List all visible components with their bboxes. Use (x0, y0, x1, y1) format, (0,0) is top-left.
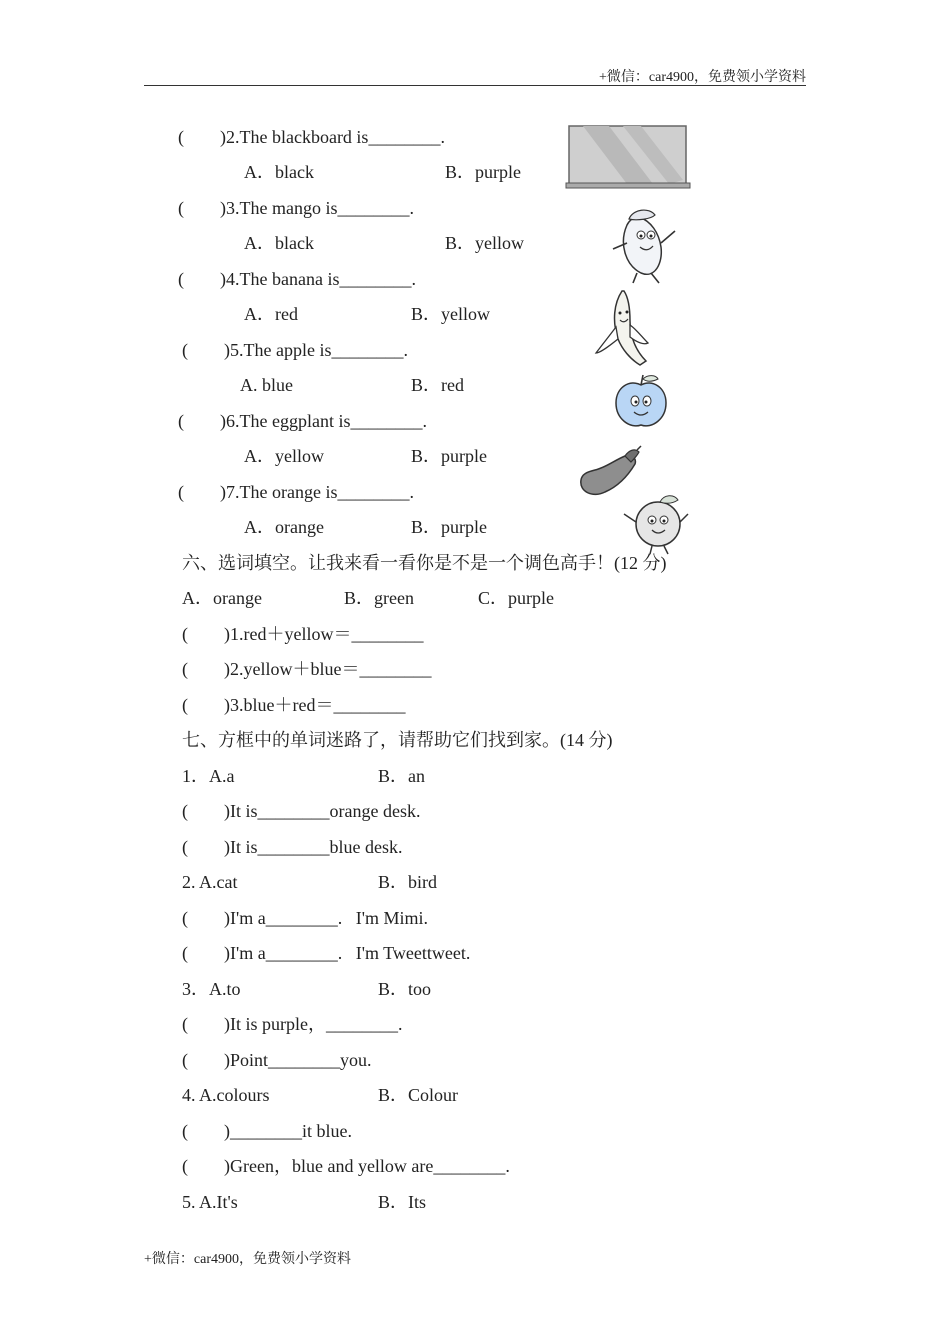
question-3: ( )3.The mango is________. (178, 198, 414, 218)
option-a: A．yellow (244, 446, 324, 466)
question-6: ( )6.The eggplant is________. (178, 411, 427, 431)
sentence: ( )I'm a________. I'm Mimi. (182, 908, 428, 928)
mango-picture (607, 203, 683, 285)
sentence: ( )Point________you. (182, 1050, 372, 1070)
option-b: B．red (411, 375, 464, 395)
option-b: B．purple (411, 517, 487, 537)
section-7-title: 七、方框中的单词迷路了，请帮助它们找到家。(14 分) (182, 730, 613, 750)
word-choice-a: A．orange (182, 588, 262, 608)
banana-picture (592, 287, 654, 369)
blackboard-picture (565, 124, 691, 190)
group-1-option-b: B．an (378, 766, 425, 786)
option-a: A．orange (244, 517, 324, 537)
group-4-option-a: 4. A.colours (182, 1085, 270, 1105)
orange-picture (620, 492, 692, 556)
sentence: ( )I'm a________. I'm Tweettweet. (182, 943, 471, 963)
group-5-option-b: B．Its (378, 1192, 427, 1212)
option-a: A．black (244, 233, 314, 253)
apple-picture (612, 373, 670, 431)
sentence: ( )________it blue. (182, 1121, 352, 1141)
sentence: ( )It is purple，________. (182, 1014, 403, 1034)
sentence: ( )It is________blue desk. (182, 837, 403, 857)
page-header: +微信：car4900，免费领小学资料 (599, 70, 806, 85)
group-3-option-a: 3．A.to (182, 979, 241, 999)
option-a: A．red (244, 304, 298, 324)
group-4-option-b: B．Colour (378, 1085, 459, 1105)
page-footer: +微信：car4900，免费领小学资料 (144, 1252, 351, 1267)
option-b: B．yellow (411, 304, 490, 324)
word-choice-b: B．green (344, 588, 414, 608)
group-1-option-a: 1．A.a (182, 766, 235, 786)
question-4: ( )4.The banana is________. (178, 269, 416, 289)
group-2-option-a: 2. A.cat (182, 872, 238, 892)
group-3-option-b: B．too (378, 979, 432, 999)
sentence: ( )It is________orange desk. (182, 801, 421, 821)
colour-mix-1: ( )1.red＋yellow＝________ (182, 624, 424, 644)
question-2: ( )2.The blackboard is________. (178, 127, 445, 147)
option-b: B．purple (411, 446, 487, 466)
group-5-option-a: 5. A.It's (182, 1192, 238, 1212)
sentence: ( )Green，blue and yellow are________. (182, 1156, 510, 1176)
option-a: A. blue (240, 375, 293, 395)
question-7: ( )7.The orange is________. (178, 482, 414, 502)
option-b: B．yellow (445, 233, 524, 253)
section-6-title: 六、选词填空。让我来看一看你是不是一个调色高手！(12 分) (182, 553, 667, 573)
header-rule (144, 85, 806, 86)
word-choice-c: C．purple (478, 588, 554, 608)
option-a: A．black (244, 162, 314, 182)
colour-mix-2: ( )2.yellow＋blue＝________ (182, 659, 432, 679)
colour-mix-3: ( )3.blue＋red＝________ (182, 695, 406, 715)
option-b: B．purple (445, 162, 521, 182)
group-2-option-b: B．bird (378, 872, 438, 892)
question-5: ( )5.The apple is________. (182, 340, 408, 360)
